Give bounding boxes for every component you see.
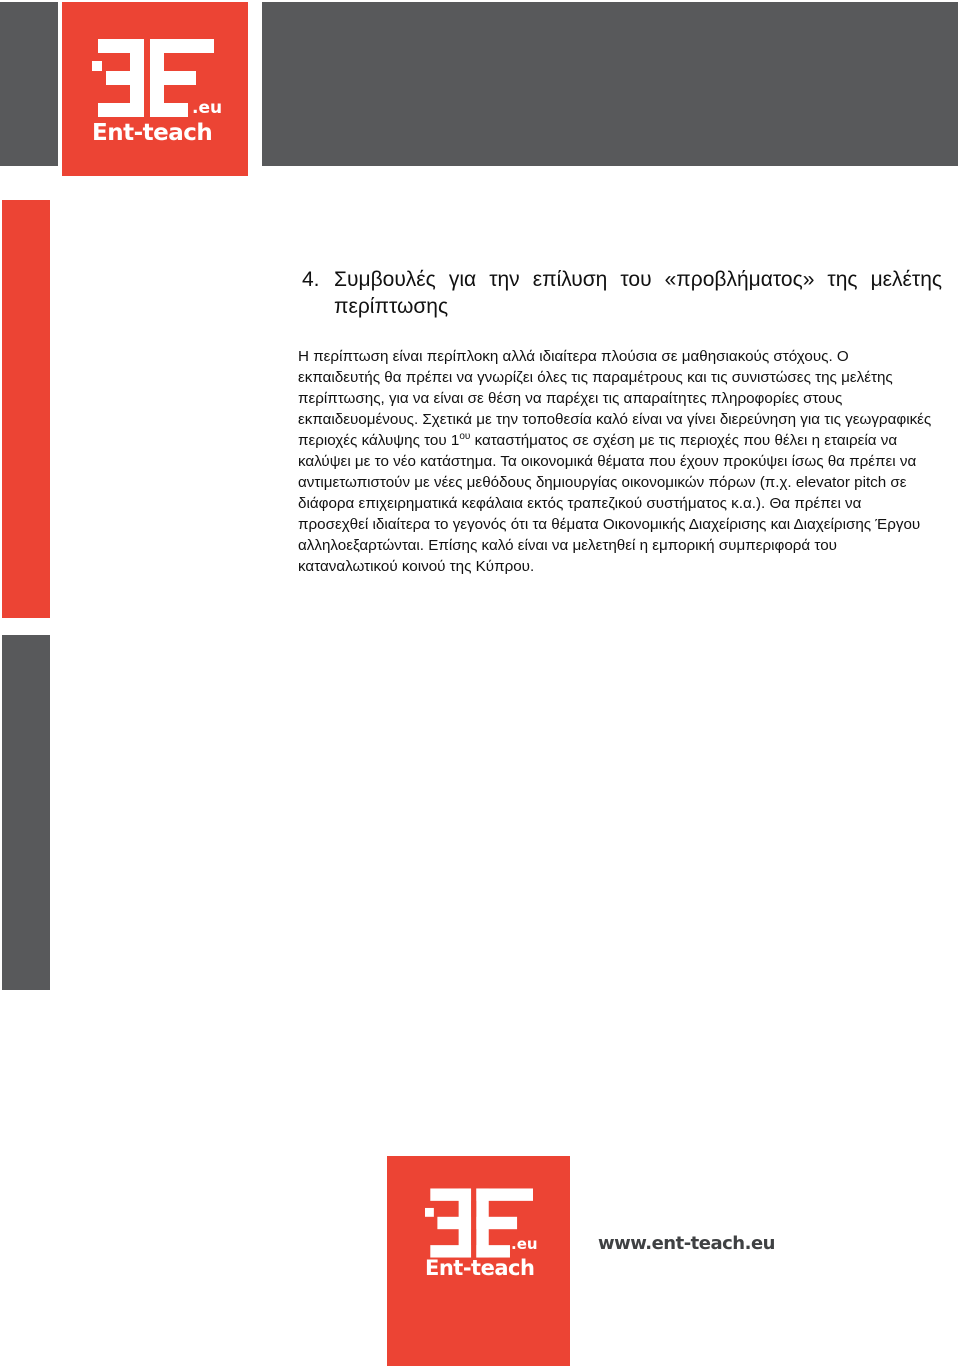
- decorative-gray-bar-left-bottom: [2, 635, 50, 990]
- footer-url: www.ent-teach.eu: [598, 1233, 775, 1254]
- body-paragraph: [298, 346, 934, 577]
- decorative-gray-bar-left-top: [0, 2, 58, 166]
- body-text-part1: Η περίπτωση είναι περίπλοκη αλλά ιδιαίτερα πλούσια σε μαθησιακούς στόχους. Ο εκπαιδευτής θα πρέπει να γνωρίζει όλες τις παραμέτρους και τις συνιστώσες της μελέτης περίπτωσης, για να είναι σε θέση να παρέχει τις απαραίτητες πληροφορίες στους εκπαιδευομένους. Σχετικά με την τοποθεσία καλό είναι να γίνει διερεύνηση για τις γεωγραφικές περιοχές κάλυψης του 1: [298, 348, 932, 449]
- ordinal-superscript: ου: [459, 430, 471, 442]
- footer-logo: [387, 1156, 570, 1366]
- decorative-gray-bar-top: [262, 2, 958, 166]
- footer-logo-eu-label: .eu: [511, 1235, 538, 1253]
- section-title: Συμβουλές για την επίλυση του «προβλήματος» της μελέτης περίπτωσης: [334, 268, 942, 318]
- logo-wordmark: Ent-teach: [92, 120, 213, 146]
- footer-logo-wordmark: Ent-teach: [425, 1256, 535, 1280]
- logo-eu-label: .eu: [192, 98, 223, 118]
- body-text-part2: καταστήματος σε σχέση με τις περιοχές που θέλει η εταιρεία να καλύψει με το νέο κατάστημα. Τα οικονομικά θέματα που έχουν προκύψει ίσως θα πρέπει να αντιμετωπιστούν με νέες μεθόδους δημιουργίας οικονομικών πόρων (π.χ. elevator pitch σε διάφορα επιχειρηματικά κεφάλαια εκτός τραπεζικού συστήματος κ.α.). Θα πρέπει να προσεχθεί ιδιαίτερα το γεγονός ότι τα θέματα Οικονομικής Διαχείρισης και Διαχείρισης Έργου αλληλοεξαρτώνται. Επίσης καλό είναι να μελετηθεί η εμπορική συμπεριφορά του καταναλωτικού κοινού της Κύπρου.: [298, 432, 921, 575]
- decorative-red-bar-left: [2, 200, 50, 618]
- section-heading: [302, 266, 942, 320]
- header-logo: [62, 2, 248, 176]
- section-number: 4.: [302, 268, 320, 291]
